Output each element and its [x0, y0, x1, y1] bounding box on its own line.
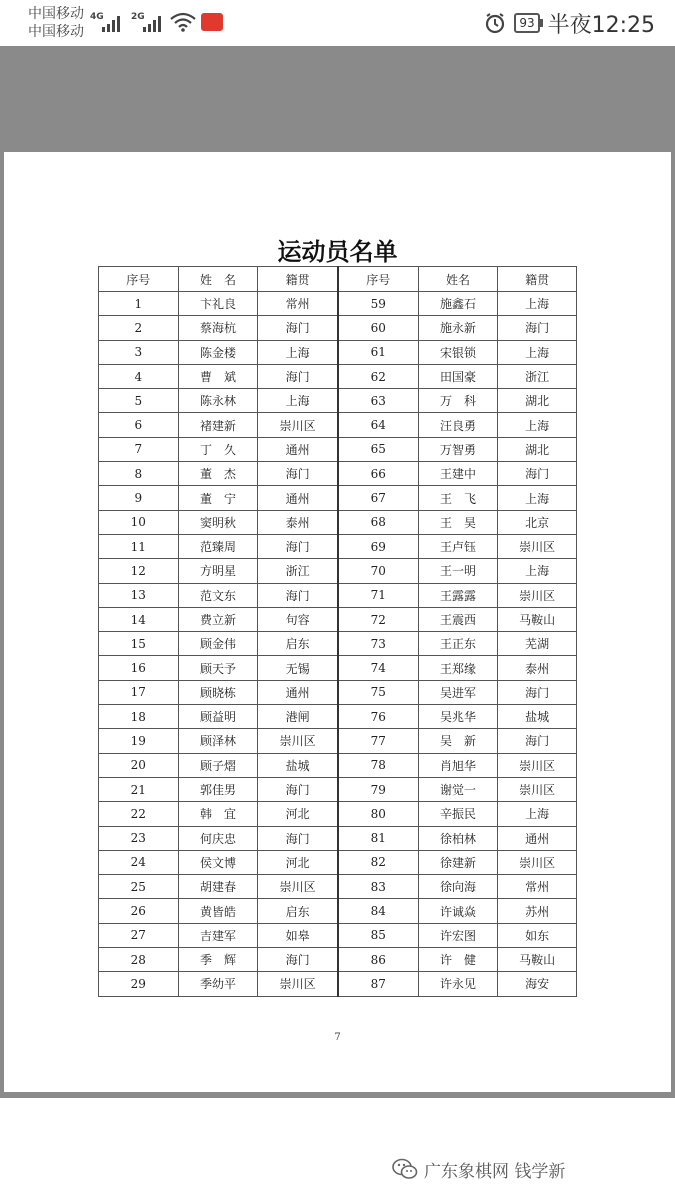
table-cell: 泰州	[258, 510, 338, 534]
table-cell: 上海	[498, 486, 577, 510]
table-row	[99, 923, 577, 947]
table-cell: 通州	[258, 486, 338, 510]
table-cell: 崇川区	[498, 850, 577, 874]
table-row	[99, 948, 577, 972]
table-cell: 崇川区	[258, 413, 338, 437]
table-cell: 谢觉一	[418, 777, 498, 801]
table-cell: 许永见	[418, 972, 498, 996]
table-cell: 上海	[498, 292, 577, 316]
wechat-icon	[392, 1158, 418, 1180]
table-row	[99, 875, 577, 899]
table-row	[99, 486, 577, 510]
table-row	[99, 972, 577, 996]
table-row	[99, 316, 577, 340]
table-cell: 9	[99, 486, 179, 510]
column-header: 籍贯	[498, 267, 577, 292]
table-cell: 崇川区	[258, 972, 338, 996]
table-cell: 海门	[258, 777, 338, 801]
table-cell: 上海	[258, 389, 338, 413]
table-cell: 海门	[258, 462, 338, 486]
table-cell: 29	[99, 972, 179, 996]
table-cell: 4	[99, 364, 179, 388]
clock: 半夜12:25	[547, 12, 655, 38]
table-cell: 1	[99, 292, 179, 316]
table-row	[99, 534, 577, 558]
table-cell: 顾金伟	[178, 632, 258, 656]
table-cell: 肖旭华	[418, 753, 498, 777]
table-cell: 黄皆皓	[178, 899, 258, 923]
table-cell: 86	[338, 948, 418, 972]
watermark	[392, 1156, 565, 1182]
table-cell: 73	[338, 632, 418, 656]
table-cell: 何庆忠	[178, 826, 258, 850]
table-cell: 侯文博	[178, 850, 258, 874]
table-cell: 许宏图	[418, 923, 498, 947]
table-cell: 施永新	[418, 316, 498, 340]
table-cell: 芜湖	[498, 632, 577, 656]
footer	[0, 1098, 675, 1200]
app-notification-icon	[201, 13, 223, 31]
table-row	[99, 413, 577, 437]
table-row	[99, 850, 577, 874]
table-cell: 费立新	[178, 607, 258, 631]
table-cell: 徐向海	[418, 875, 498, 899]
table-row	[99, 292, 577, 316]
watermark-text: 广东象棋网 钱学新	[424, 1161, 566, 1182]
table-cell: 83	[338, 875, 418, 899]
column-header: 姓名	[418, 267, 498, 292]
table-cell: 许 健	[418, 948, 498, 972]
table-cell: 顾泽林	[178, 729, 258, 753]
table-row	[99, 705, 577, 729]
table-cell: 北京	[498, 510, 577, 534]
table-row	[99, 826, 577, 850]
table-row	[99, 340, 577, 364]
table-cell: 海门	[498, 729, 577, 753]
table-cell: 浙江	[258, 559, 338, 583]
table-cell: 87	[338, 972, 418, 996]
table-cell: 吉建军	[178, 923, 258, 947]
table-cell: 75	[338, 680, 418, 704]
table-cell: 上海	[258, 340, 338, 364]
carrier-2: 中国移动	[28, 24, 84, 40]
table-cell: 2	[99, 316, 179, 340]
table-cell: 上海	[498, 413, 577, 437]
signal-1-type: 4G	[90, 12, 104, 22]
table-cell: 13	[99, 583, 179, 607]
table-cell: 王 昊	[418, 510, 498, 534]
table-cell: 66	[338, 462, 418, 486]
table-cell: 褚建新	[178, 413, 258, 437]
table-cell: 盐城	[498, 705, 577, 729]
table-cell: 王震西	[418, 607, 498, 631]
table-cell: 顾天予	[178, 656, 258, 680]
page-number: 7	[334, 1032, 341, 1043]
table-cell: 湖北	[498, 437, 577, 461]
table-cell: 港闸	[258, 705, 338, 729]
table-cell: 方明星	[178, 559, 258, 583]
table-cell: 海门	[258, 534, 338, 558]
table-cell: 8	[99, 462, 179, 486]
table-cell: 5	[99, 389, 179, 413]
table-cell: 如东	[498, 923, 577, 947]
table-cell: 崇川区	[258, 729, 338, 753]
signal-2-type: 2G	[131, 12, 145, 22]
table-cell: 海门	[258, 364, 338, 388]
table-row	[99, 899, 577, 923]
table-cell: 崇川区	[258, 875, 338, 899]
table-cell: 海门	[258, 826, 338, 850]
table-cell: 陈金楼	[178, 340, 258, 364]
table-cell: 范臻周	[178, 534, 258, 558]
table-cell: 74	[338, 656, 418, 680]
table-cell: 80	[338, 802, 418, 826]
table-cell: 季幼平	[178, 972, 258, 996]
table-cell: 王一明	[418, 559, 498, 583]
table-row	[99, 559, 577, 583]
table-cell: 7	[99, 437, 179, 461]
table-cell: 62	[338, 364, 418, 388]
table-row	[99, 389, 577, 413]
table-cell: 24	[99, 850, 179, 874]
table-cell: 王卢钰	[418, 534, 498, 558]
table-row	[99, 437, 577, 461]
table-cell: 64	[338, 413, 418, 437]
table-row	[99, 802, 577, 826]
table-cell: 63	[338, 389, 418, 413]
table-row	[99, 632, 577, 656]
table-cell: 67	[338, 486, 418, 510]
table-cell: 17	[99, 680, 179, 704]
column-header: 姓 名	[178, 267, 258, 292]
table-cell: 蔡海杭	[178, 316, 258, 340]
wifi-icon	[170, 12, 196, 32]
table-cell: 25	[99, 875, 179, 899]
table-cell: 顾益明	[178, 705, 258, 729]
table-cell: 海门	[258, 948, 338, 972]
table-cell: 马鞍山	[498, 607, 577, 631]
table-cell: 卞礼良	[178, 292, 258, 316]
table-cell: 宋银锁	[418, 340, 498, 364]
table-cell: 苏州	[498, 899, 577, 923]
table-cell: 68	[338, 510, 418, 534]
table-cell: 6	[99, 413, 179, 437]
table-cell: 启东	[258, 899, 338, 923]
table-cell: 王 飞	[418, 486, 498, 510]
table-cell: 丁 久	[178, 437, 258, 461]
table-cell: 61	[338, 340, 418, 364]
table-cell: 韩 宜	[178, 802, 258, 826]
table-cell: 万智勇	[418, 437, 498, 461]
table-cell: 通州	[258, 680, 338, 704]
table-cell: 11	[99, 534, 179, 558]
table-cell: 常州	[498, 875, 577, 899]
table-cell: 海门	[498, 680, 577, 704]
right-status-group	[484, 9, 655, 37]
table-row	[99, 680, 577, 704]
table-cell: 吴兆华	[418, 705, 498, 729]
table-cell: 崇川区	[498, 583, 577, 607]
table-cell: 85	[338, 923, 418, 947]
table-cell: 78	[338, 753, 418, 777]
table-cell: 19	[99, 729, 179, 753]
table-cell: 65	[338, 437, 418, 461]
table-cell: 常州	[258, 292, 338, 316]
table-cell: 河北	[258, 850, 338, 874]
table-cell: 27	[99, 923, 179, 947]
table-cell: 77	[338, 729, 418, 753]
table-row	[99, 583, 577, 607]
table-cell: 海门	[258, 316, 338, 340]
table-body	[99, 292, 577, 997]
table-cell: 海门	[498, 316, 577, 340]
carrier-1: 中国移动	[28, 6, 84, 22]
table-cell: 曹 斌	[178, 364, 258, 388]
alarm-icon	[484, 12, 506, 34]
table-cell: 10	[99, 510, 179, 534]
table-cell: 湖北	[498, 389, 577, 413]
table-cell: 崇川区	[498, 777, 577, 801]
table-cell: 84	[338, 899, 418, 923]
table-cell: 20	[99, 753, 179, 777]
table-cell: 吴进军	[418, 680, 498, 704]
table-cell: 3	[99, 340, 179, 364]
table-header-row	[99, 267, 577, 292]
table-cell: 15	[99, 632, 179, 656]
table-cell: 18	[99, 705, 179, 729]
table-row	[99, 510, 577, 534]
table-cell: 26	[99, 899, 179, 923]
document-page	[4, 152, 671, 1092]
table-cell: 董 杰	[178, 462, 258, 486]
table-cell: 浙江	[498, 364, 577, 388]
table-cell: 69	[338, 534, 418, 558]
table-cell: 21	[99, 777, 179, 801]
table-cell: 72	[338, 607, 418, 631]
table-cell: 通州	[498, 826, 577, 850]
status-bar	[0, 0, 675, 46]
table-cell: 81	[338, 826, 418, 850]
column-header: 序号	[99, 267, 179, 292]
table-row	[99, 656, 577, 680]
table-cell: 陈永林	[178, 389, 258, 413]
table-row	[99, 607, 577, 631]
table-cell: 崇川区	[498, 753, 577, 777]
table-cell: 60	[338, 316, 418, 340]
column-header: 序号	[338, 267, 418, 292]
table-cell: 28	[99, 948, 179, 972]
table-cell: 23	[99, 826, 179, 850]
table-row	[99, 729, 577, 753]
carrier-labels	[28, 5, 84, 41]
table-cell: 汪良勇	[418, 413, 498, 437]
table-cell: 辛振民	[418, 802, 498, 826]
table-cell: 70	[338, 559, 418, 583]
table-row	[99, 777, 577, 801]
table-cell: 郭佳男	[178, 777, 258, 801]
table-cell: 海门	[498, 462, 577, 486]
table-cell: 上海	[498, 802, 577, 826]
table-cell: 通州	[258, 437, 338, 461]
table-cell: 王正东	[418, 632, 498, 656]
table-cell: 82	[338, 850, 418, 874]
table-cell: 如皋	[258, 923, 338, 947]
table-cell: 王露露	[418, 583, 498, 607]
table-cell: 59	[338, 292, 418, 316]
table-cell: 季 辉	[178, 948, 258, 972]
table-cell: 顾晓栋	[178, 680, 258, 704]
table-row	[99, 753, 577, 777]
document-viewer[interactable]	[0, 46, 675, 1098]
table-cell: 田国豪	[418, 364, 498, 388]
table-cell: 范文东	[178, 583, 258, 607]
table-cell: 马鞍山	[498, 948, 577, 972]
table-cell: 崇川区	[498, 534, 577, 558]
table-cell: 徐建新	[418, 850, 498, 874]
table-cell: 万 科	[418, 389, 498, 413]
table-cell: 王郑缘	[418, 656, 498, 680]
table-cell: 胡建春	[178, 875, 258, 899]
table-cell: 徐柏林	[418, 826, 498, 850]
table-cell: 12	[99, 559, 179, 583]
table-cell: 14	[99, 607, 179, 631]
column-header: 籍贯	[258, 267, 338, 292]
table-row	[99, 462, 577, 486]
table-cell: 王建中	[418, 462, 498, 486]
table-cell: 顾子熠	[178, 753, 258, 777]
table-row	[99, 364, 577, 388]
table-cell: 施鑫石	[418, 292, 498, 316]
page-title: 运动员名单	[277, 237, 398, 266]
table-cell: 16	[99, 656, 179, 680]
table-cell: 无锡	[258, 656, 338, 680]
table-cell: 76	[338, 705, 418, 729]
table-cell: 海门	[258, 583, 338, 607]
table-cell: 许诚焱	[418, 899, 498, 923]
table-cell: 上海	[498, 340, 577, 364]
table-cell: 79	[338, 777, 418, 801]
table-cell: 22	[99, 802, 179, 826]
table-cell: 盐城	[258, 753, 338, 777]
table-cell: 泰州	[498, 656, 577, 680]
table-cell: 窦明秋	[178, 510, 258, 534]
table-cell: 71	[338, 583, 418, 607]
table-cell: 河北	[258, 802, 338, 826]
table-cell: 董 宁	[178, 486, 258, 510]
battery-icon: 93	[514, 13, 539, 33]
table-cell: 海安	[498, 972, 577, 996]
table-cell: 吴 新	[418, 729, 498, 753]
athlete-table	[98, 266, 577, 997]
table-cell: 句容	[258, 607, 338, 631]
table-cell: 上海	[498, 559, 577, 583]
table-cell: 启东	[258, 632, 338, 656]
